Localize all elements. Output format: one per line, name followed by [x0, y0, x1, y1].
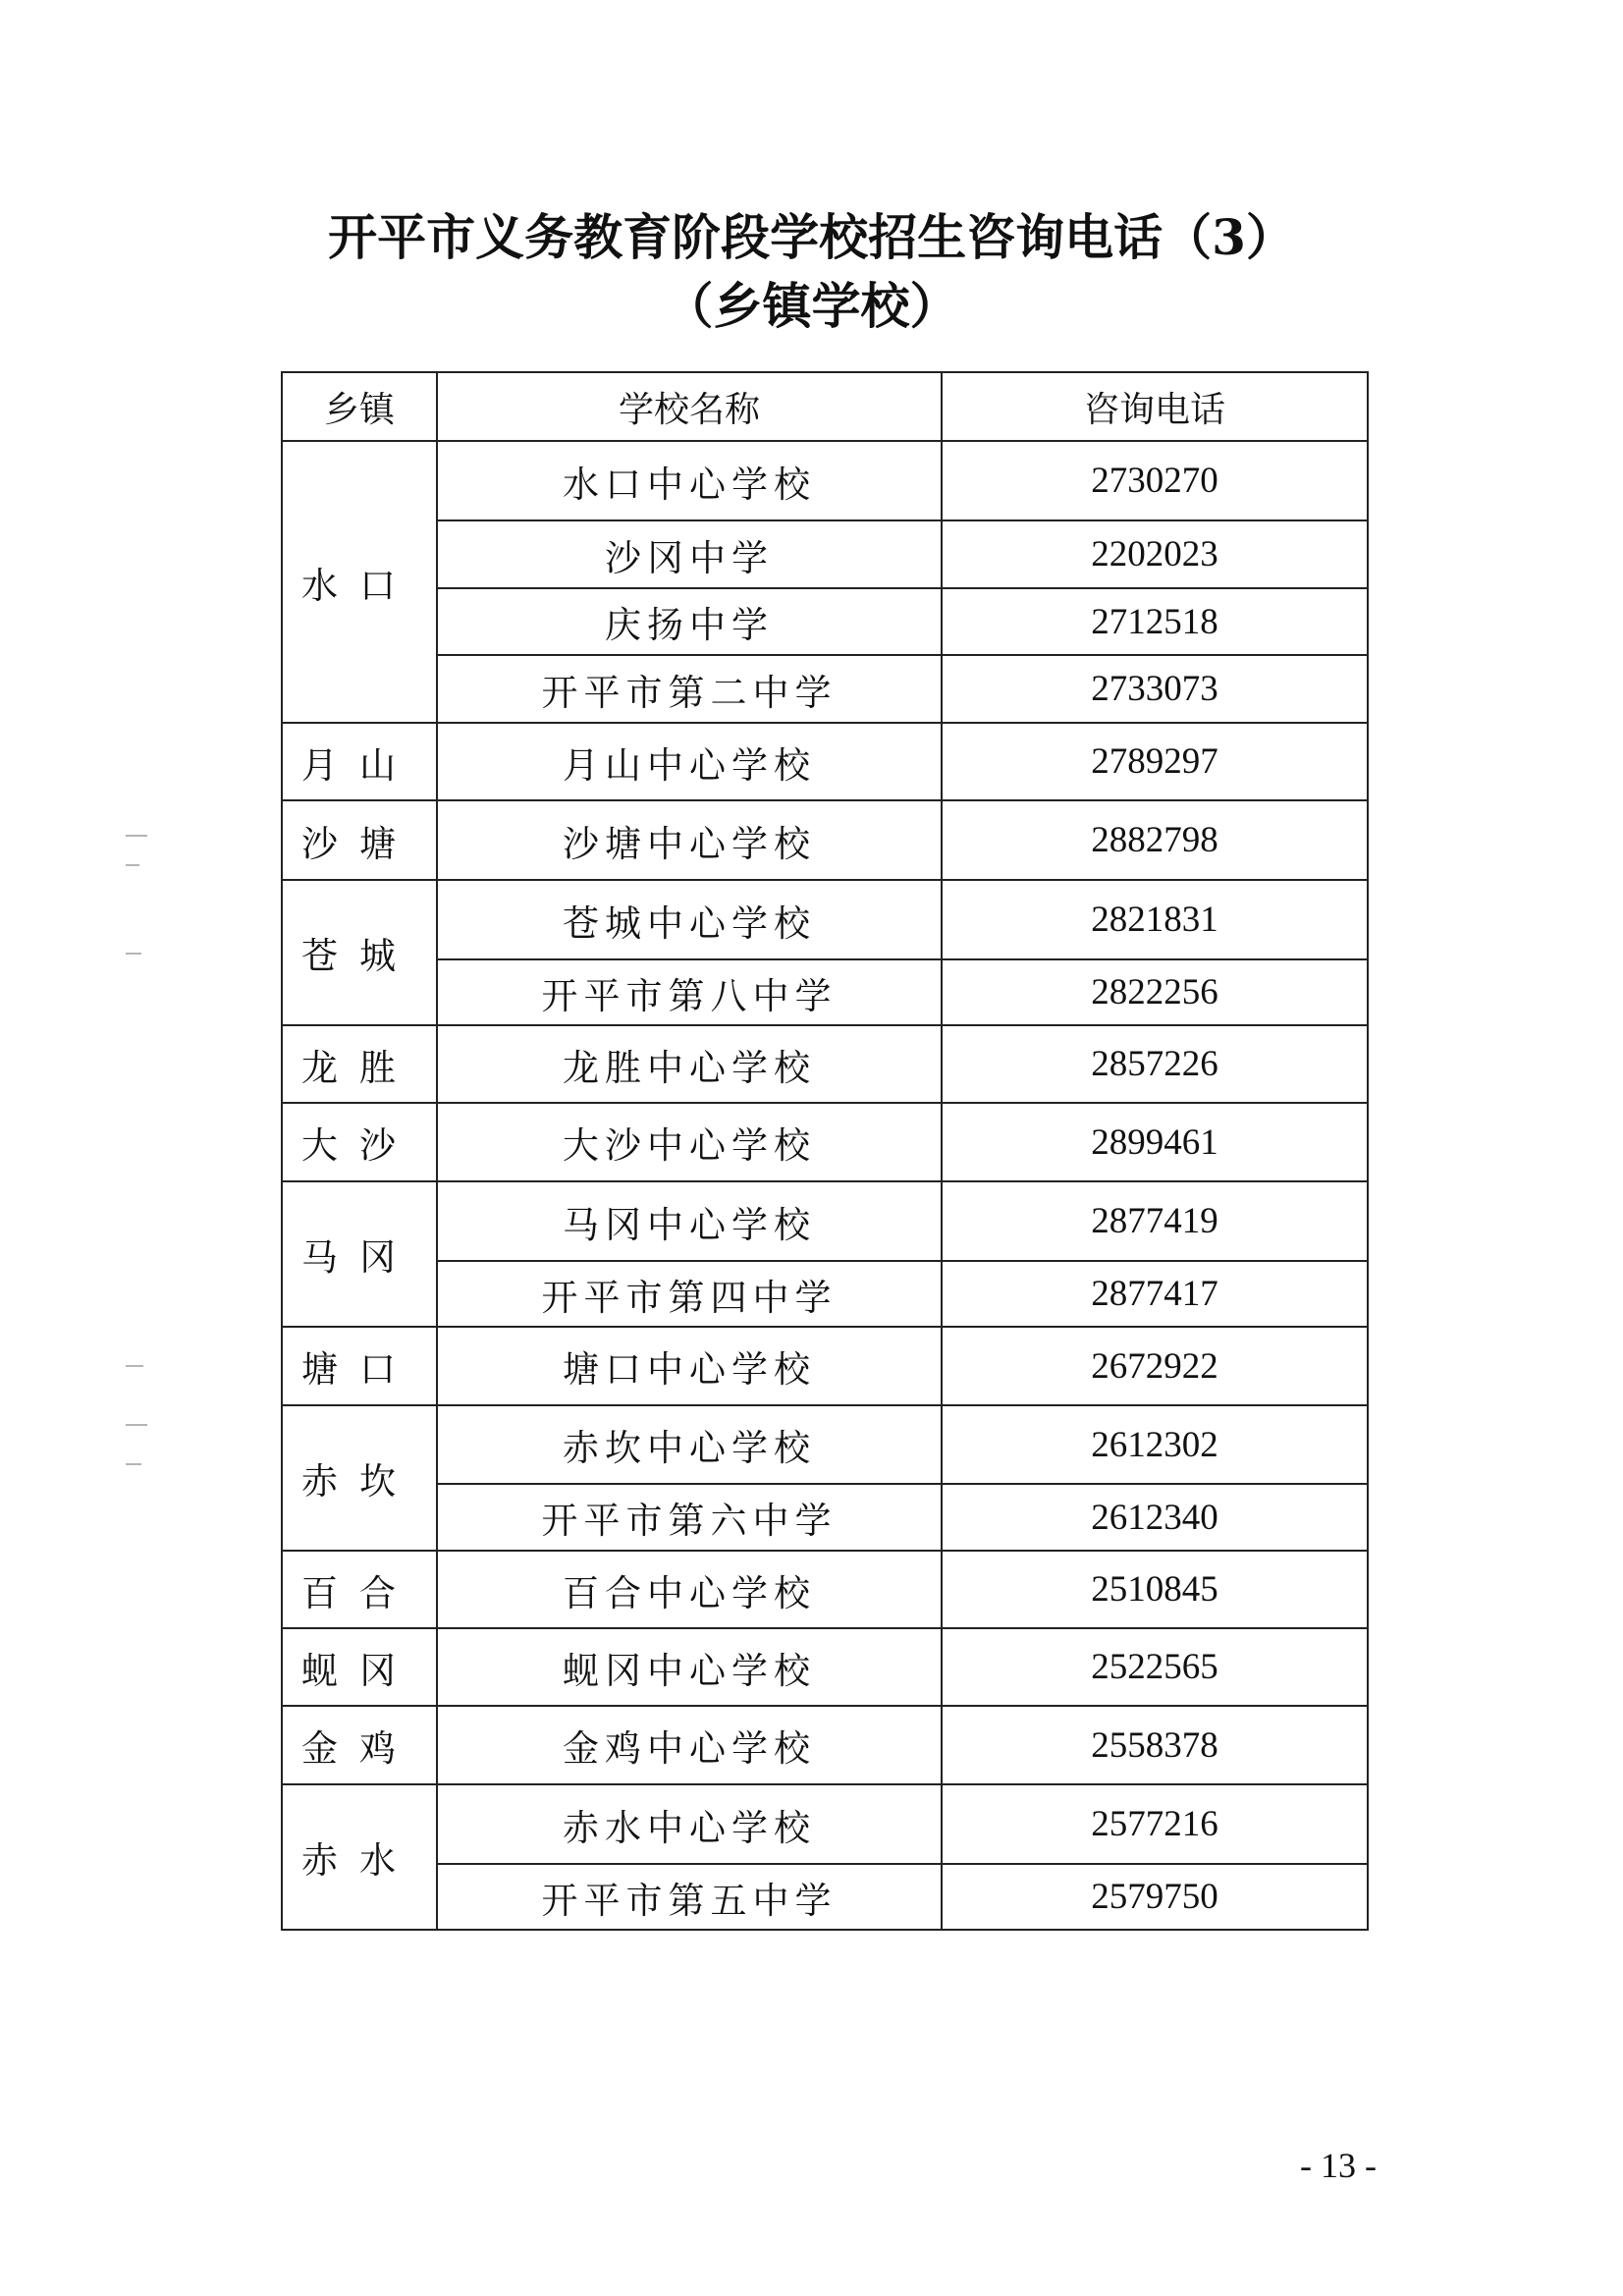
- school-name-cell: 金鸡中心学校: [437, 1706, 942, 1784]
- school-name-cell: 水口中心学校: [437, 441, 942, 520]
- phone-cell: 2579750: [942, 1864, 1368, 1930]
- header-phone: 咨询电话: [942, 372, 1368, 441]
- table-row: [282, 1327, 1368, 1405]
- town-cell: 赤坎: [282, 1405, 437, 1551]
- table-row: [282, 520, 1368, 588]
- phone-cell: 2558378: [942, 1706, 1368, 1784]
- phone-cell: 2822256: [942, 959, 1368, 1025]
- school-name-cell: 苍城中心学校: [437, 880, 942, 959]
- school-name-cell: 开平市第四中学: [437, 1261, 942, 1327]
- town-cell: 苍城: [282, 880, 437, 1025]
- school-name-cell: 开平市第五中学: [437, 1864, 942, 1930]
- town-cell: 沙塘: [282, 800, 437, 880]
- table-row: [282, 655, 1368, 723]
- table-row: [282, 1025, 1368, 1103]
- table-row: [282, 1103, 1368, 1181]
- header-town: 乡镇: [282, 372, 437, 441]
- school-name-cell: 月山中心学校: [437, 723, 942, 800]
- school-name-cell: 赤水中心学校: [437, 1784, 942, 1864]
- phone-cell: 2877419: [942, 1181, 1368, 1261]
- phone-cell: 2730270: [942, 441, 1368, 520]
- header-school-name: 学校名称: [437, 372, 942, 441]
- phone-cell: 2789297: [942, 723, 1368, 800]
- phone-cell: 2733073: [942, 655, 1368, 723]
- table-row: [282, 800, 1368, 880]
- school-name-cell: 沙冈中学: [437, 520, 942, 588]
- phone-cell: 2857226: [942, 1025, 1368, 1103]
- town-cell: 赤水: [282, 1784, 437, 1930]
- school-name-cell: 马冈中心学校: [437, 1181, 942, 1261]
- school-name-cell: 塘口中心学校: [437, 1327, 942, 1405]
- phone-cell: 2510845: [942, 1551, 1368, 1628]
- school-name-cell: 开平市第八中学: [437, 959, 942, 1025]
- table-row: [282, 723, 1368, 800]
- table-row: [282, 441, 1368, 520]
- phone-cell: 2202023: [942, 520, 1368, 588]
- table-row: [282, 588, 1368, 655]
- phone-cell: 2522565: [942, 1628, 1368, 1706]
- table-row: [282, 1484, 1368, 1551]
- town-cell: 金鸡: [282, 1706, 437, 1784]
- phone-cell: 2672922: [942, 1327, 1368, 1405]
- town-cell: 蚬冈: [282, 1628, 437, 1706]
- table-row: [282, 1551, 1368, 1628]
- page-title: 开平市义务教育阶段学校招生咨询电话（3）: [328, 208, 1295, 266]
- town-cell: 龙胜: [282, 1025, 437, 1103]
- table-row: [282, 1706, 1368, 1784]
- page-number: - 13 -: [1300, 2146, 1377, 2185]
- school-name-cell: 开平市第二中学: [437, 655, 942, 723]
- phone-cell: 2821831: [942, 880, 1368, 959]
- school-name-cell: 百合中心学校: [437, 1551, 942, 1628]
- phone-cell: 2612302: [942, 1405, 1368, 1484]
- school-name-cell: 大沙中心学校: [437, 1103, 942, 1181]
- phone-cell: 2577216: [942, 1784, 1368, 1864]
- school-name-cell: 赤坎中心学校: [437, 1405, 942, 1484]
- page-subtitle: （乡镇学校）: [664, 277, 959, 335]
- town-cell: 月山: [282, 723, 437, 800]
- phone-cell: 2877417: [942, 1261, 1368, 1327]
- phone-cell: 2612340: [942, 1484, 1368, 1551]
- table-body: [282, 441, 1368, 1930]
- school-name-cell: 龙胜中心学校: [437, 1025, 942, 1103]
- school-name-cell: 开平市第六中学: [437, 1484, 942, 1551]
- school-name-cell: 庆扬中学: [437, 588, 942, 655]
- table-row: [282, 1784, 1368, 1864]
- table-row: [282, 1181, 1368, 1261]
- town-cell: 百合: [282, 1551, 437, 1628]
- table-header-row: [282, 372, 1368, 441]
- town-cell: 大沙: [282, 1103, 437, 1181]
- enrollment-phone-table: [281, 371, 1369, 1931]
- town-cell: 塘口: [282, 1327, 437, 1405]
- table-row: [282, 1864, 1368, 1930]
- table-row: [282, 1628, 1368, 1706]
- town-cell: 水口: [282, 441, 437, 723]
- table-row: [282, 1261, 1368, 1327]
- school-name-cell: 沙塘中心学校: [437, 800, 942, 880]
- scan-edge-marks: [116, 835, 155, 1503]
- town-cell: 马冈: [282, 1181, 437, 1327]
- phone-cell: 2712518: [942, 588, 1368, 655]
- table-row: [282, 880, 1368, 959]
- phone-cell: 2899461: [942, 1103, 1368, 1181]
- phone-cell: 2882798: [942, 800, 1368, 880]
- table-row: [282, 1405, 1368, 1484]
- table-row: [282, 959, 1368, 1025]
- school-name-cell: 蚬冈中心学校: [437, 1628, 942, 1706]
